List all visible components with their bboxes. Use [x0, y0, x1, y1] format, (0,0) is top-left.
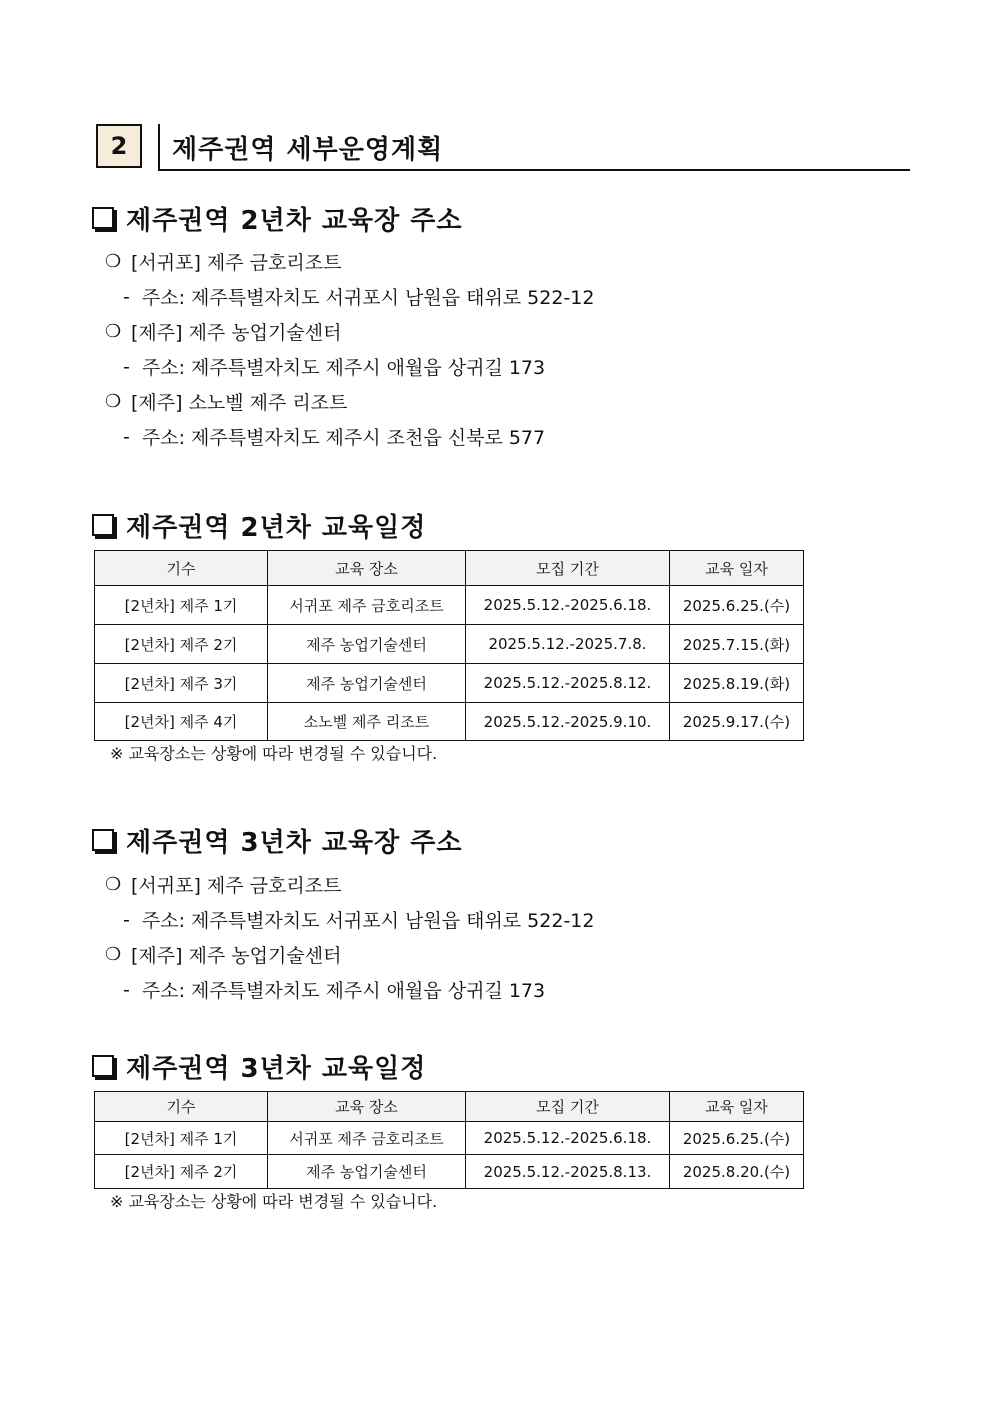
list-subitem [105, 972, 594, 1007]
chapter-header [96, 124, 910, 172]
checkbox-square-icon [92, 1055, 114, 1077]
table-cell: 2025.7.15.(화) [670, 625, 804, 664]
section-heading-sched3 [92, 1048, 426, 1084]
circle-bullet-icon: ❍ [105, 251, 122, 272]
circle-bullet-icon: ❍ [105, 944, 122, 965]
table-row [95, 1155, 804, 1189]
checkbox-square-icon [92, 829, 114, 851]
dash-bullet: - [123, 425, 130, 448]
column-header: 기수 [95, 1092, 268, 1122]
venue-name: [제주] 소노벨 제주 리조트 [131, 392, 348, 414]
section-title: 제주권역 3년차 교육장 주소 [126, 827, 463, 858]
table-cell: 2025.5.12.-2025.6.18. [466, 1122, 670, 1155]
column-header: 교육 장소 [268, 551, 466, 586]
section-title: 제주권역 3년차 교육일정 [126, 1053, 427, 1084]
table-cell: 제주 농업기술센터 [268, 664, 466, 703]
section-heading-sched2 [92, 507, 426, 543]
venue-name: [제주] 제주 농업기술센터 [131, 945, 342, 967]
table-cell: 2025.5.12.-2025.7.8. [466, 625, 670, 664]
table-cell: 2025.5.12.-2025.8.12. [466, 664, 670, 703]
dash-bullet: - [123, 285, 130, 308]
column-header: 모집 기간 [466, 1092, 670, 1122]
table-cell: 2025.8.20.(수) [670, 1155, 804, 1189]
table-cell: [2년차] 제주 4기 [95, 703, 268, 741]
venue-address: 주소: 제주특별자치도 서귀포시 남원읍 태위로 522-12 [141, 287, 595, 309]
table-header-row [95, 1092, 804, 1122]
venue-name: [서귀포] 제주 금호리조트 [131, 252, 342, 274]
table-cell: 서귀포 제주 금호리조트 [268, 1122, 466, 1155]
table-cell: [2년차] 제주 1기 [95, 586, 268, 625]
circle-bullet-icon: ❍ [105, 391, 122, 412]
column-header: 기수 [95, 551, 268, 586]
table-note: ※ 교육장소는 상황에 따라 변경될 수 있습니다. [110, 744, 438, 763]
table-cell: 2025.9.17.(수) [670, 703, 804, 741]
table-cell: 서귀포 제주 금호리조트 [268, 586, 466, 625]
venue-address: 주소: 제주특별자치도 제주시 애월읍 상귀길 173 [141, 357, 546, 379]
list-item [105, 867, 594, 902]
table-row [95, 586, 804, 625]
schedule-table-2 [94, 550, 804, 741]
column-header: 모집 기간 [466, 551, 670, 586]
venue-address: 주소: 제주특별자치도 제주시 조천읍 신북로 577 [141, 427, 546, 449]
list-item [105, 244, 594, 279]
table-row [95, 664, 804, 703]
list-subitem [105, 279, 594, 314]
dash-bullet: - [123, 355, 130, 378]
table-cell: 제주 농업기술센터 [268, 625, 466, 664]
section-title: 제주권역 2년차 교육일정 [126, 512, 427, 543]
table-cell: 2025.8.19.(화) [670, 664, 804, 703]
dash-bullet: - [123, 978, 130, 1001]
schedule-table-3 [94, 1091, 804, 1189]
circle-bullet-icon: ❍ [105, 874, 122, 895]
list-subitem [105, 902, 594, 937]
table-cell: 2025.6.25.(수) [670, 586, 804, 625]
venue-address: 주소: 제주특별자치도 서귀포시 남원읍 태위로 522-12 [141, 910, 595, 932]
chapter-number: 2 [96, 124, 142, 168]
table-cell: 제주 농업기술센터 [268, 1155, 466, 1189]
list-item [105, 937, 594, 972]
table-cell: [2년차] 제주 1기 [95, 1122, 268, 1155]
table-row [95, 625, 804, 664]
chapter-underline [158, 169, 910, 171]
table-row [95, 1122, 804, 1155]
table-cell: 2025.5.12.-2025.6.18. [466, 586, 670, 625]
table-cell: [2년차] 제주 2기 [95, 625, 268, 664]
column-header: 교육 일자 [670, 551, 804, 586]
table-cell: 2025.5.12.-2025.8.13. [466, 1155, 670, 1189]
section-title: 제주권역 2년차 교육장 주소 [126, 205, 463, 236]
section-heading-addr3 [92, 822, 463, 858]
list-subitem [105, 419, 594, 454]
venue-name: [제주] 제주 농업기술센터 [131, 322, 342, 344]
checkbox-square-icon [92, 207, 114, 229]
table-cell: 소노벨 제주 리조트 [268, 703, 466, 741]
address-list-addr2 [105, 244, 594, 454]
circle-bullet-icon: ❍ [105, 321, 122, 342]
chapter-title: 제주권역 세부운영계획 [172, 135, 444, 165]
list-item [105, 384, 594, 419]
chapter-divider [158, 124, 160, 170]
table-row [95, 703, 804, 741]
list-subitem [105, 349, 594, 384]
table-note: ※ 교육장소는 상황에 따라 변경될 수 있습니다. [110, 1192, 438, 1211]
venue-name: [서귀포] 제주 금호리조트 [131, 875, 342, 897]
venue-address: 주소: 제주특별자치도 제주시 애월읍 상귀길 173 [141, 980, 546, 1002]
dash-bullet: - [123, 908, 130, 931]
checkbox-square-icon [92, 514, 114, 536]
column-header: 교육 장소 [268, 1092, 466, 1122]
table-cell: [2년차] 제주 2기 [95, 1155, 268, 1189]
column-header: 교육 일자 [670, 1092, 804, 1122]
table-cell: [2년차] 제주 3기 [95, 664, 268, 703]
table-cell: 2025.5.12.-2025.9.10. [466, 703, 670, 741]
list-item [105, 314, 594, 349]
section-heading-addr2 [92, 200, 463, 236]
table-header-row [95, 551, 804, 586]
address-list-addr3 [105, 867, 594, 1007]
table-cell: 2025.6.25.(수) [670, 1122, 804, 1155]
